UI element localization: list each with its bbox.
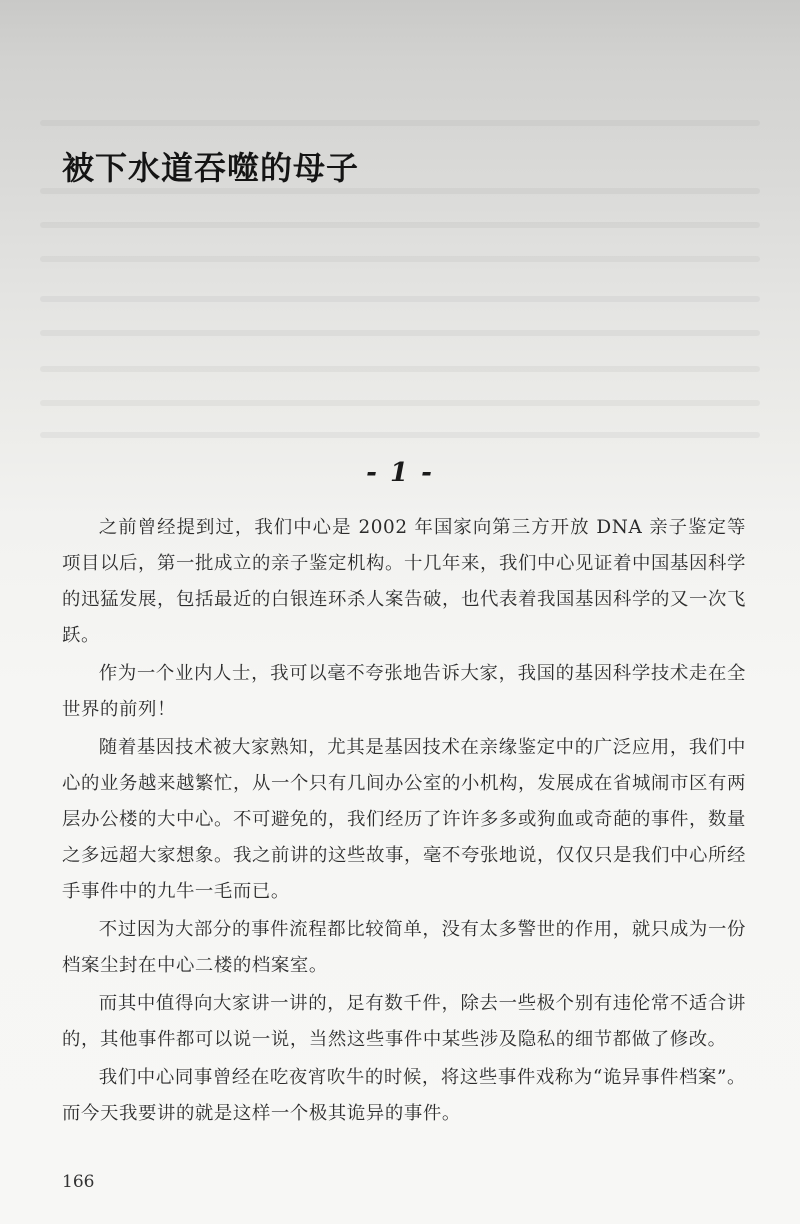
- paragraph: 而其中值得向大家讲一讲的，足有数千件，除去一些极个别有违伦常不适合讲的，其他事件都可以说一说，当然这些事件中某些涉及隐私的细节都做了修改。: [62, 993, 746, 1050]
- show-through-line: [40, 120, 760, 126]
- paragraph: 作为一个业内人士，我可以毫不夸张地告诉大家，我国的基因科学技术走在全世界的前列！: [62, 663, 746, 720]
- paragraph: 我们中心同事曾经在吃夜宵吹牛的时候，将这些事件戏称为“诡异事件档案”。而今天我要讲的就是这样一个极其诡异的事件。: [62, 1067, 746, 1124]
- show-through-line: [40, 366, 760, 372]
- section-number: - 1 -: [366, 458, 434, 488]
- show-through-line: [40, 432, 760, 438]
- show-through-line: [40, 222, 760, 228]
- page-title: 被下水道吞噬的母子: [62, 149, 360, 187]
- paragraph: 不过因为大部分的事件流程都比较简单，没有太多警世的作用，就只成为一份档案尘封在中心二楼的档案室。: [62, 919, 746, 976]
- paragraph: 随着基因技术被大家熟知，尤其是基因技术在亲缘鉴定中的广泛应用，我们中心的业务越来越繁忙，从一个只有几间办公室的小机构，发展成在省城闹市区有两层办公楼的大中心。不可避免的，我们经历了许许多多或狗血或奇葩的事件，数量之多远超大家想象。我之前讲的这些故事，毫不夸张地说，仅仅只是我们中心所经手事件中的九牛一毛而已。: [62, 737, 746, 902]
- page-number: 166: [62, 1172, 95, 1192]
- paragraph: 之前曾经提到过，我们中心是 2002 年国家向第三方开放 DNA 亲子鉴定等项目以后，第一批成立的亲子鉴定机构。十几年来，我们中心见证着中国基因科学的迅猛发展，包括最近的白银连环杀人案告破，也代表着我国基因科学的又一次飞跃。: [62, 517, 746, 646]
- show-through-line: [40, 256, 760, 262]
- show-through-line: [40, 400, 760, 406]
- show-through-line: [40, 296, 760, 302]
- show-through-line: [40, 330, 760, 336]
- body-text: [62, 510, 746, 1134]
